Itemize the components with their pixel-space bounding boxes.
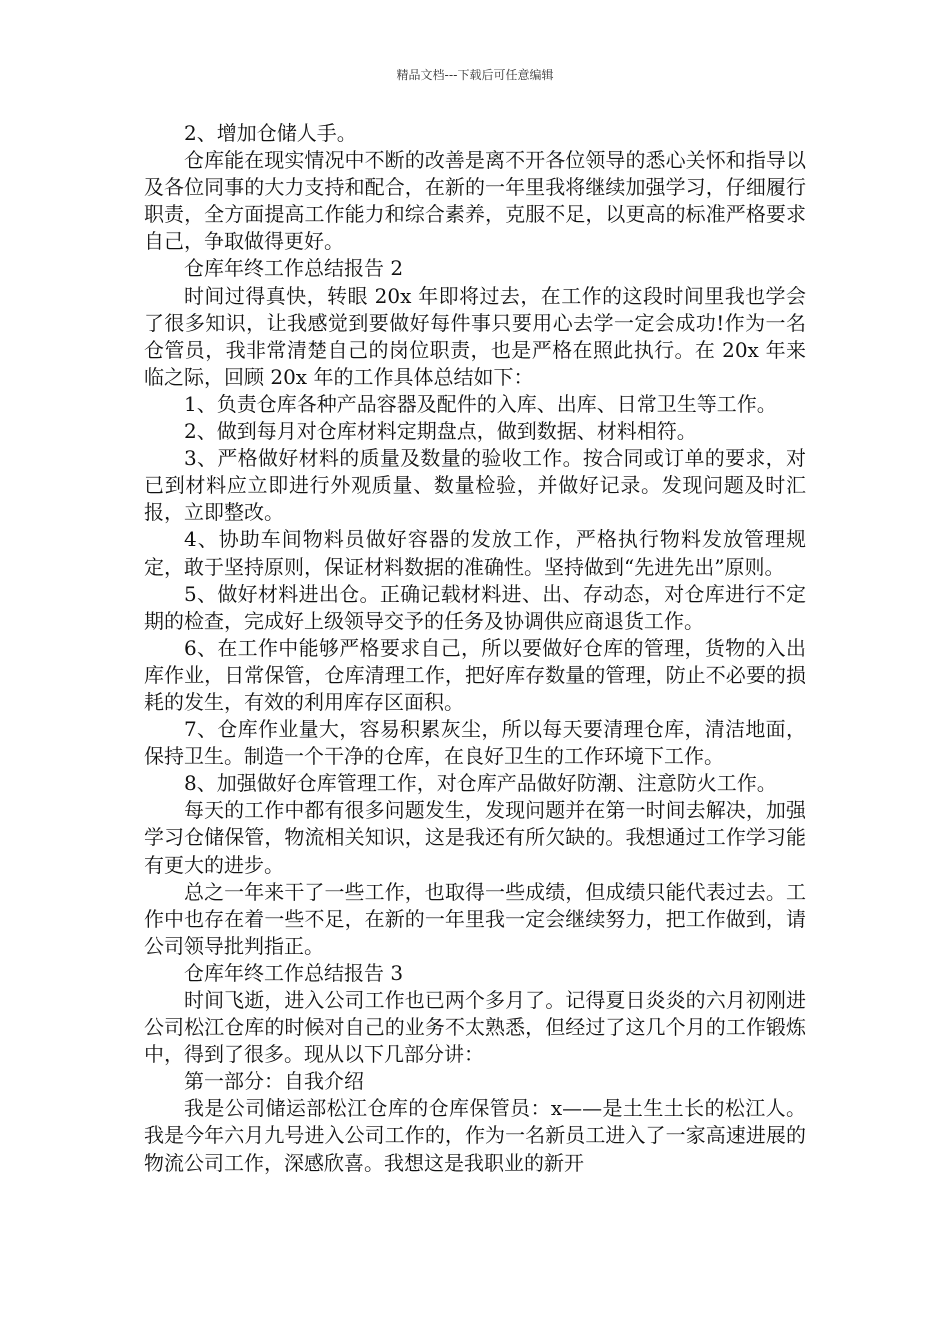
- page-header: 精品文档---下载后可任意编辑: [396, 68, 554, 82]
- list-item: 8、加强做好仓库管理工作，对仓库产品做好防潮、注意防火工作。: [184, 771, 777, 796]
- paragraph: 时间飞逝，进入公司工作也已两个多月了。记得夏日炎炎的六月初刚进公司松江仓库的时候对自己的业务不太熟悉，但经过了这几个月的工作锻炼中，得到了很多。现从以下几部分讲：: [144, 988, 806, 1067]
- document-body: [144, 120, 806, 1177]
- paragraph: 仓库能在现实情况中不断的改善是离不开各位领导的悉心关怀和指导以及各位同事的大力支持和配合，在新的一年里我将继续加强学习，仔细履行职责，全方面提高工作能力和综合素养，克服不足，以更高的标准严格要求自己，争取做得更好。: [144, 148, 806, 254]
- paragraph: 2、增加仓储人手。: [184, 121, 357, 145]
- list-item: 5、做好材料进出仓。正确记载材料进、出、存动态，对仓库进行不定期的检查，完成好上级领导交予的任务及协调供应商退货工作。: [144, 581, 806, 633]
- list-item: 6、在工作中能够严格要求自己，所以要做好仓库的管理，货物的入出库作业，日常保管，仓库清理工作，把好库存数量的管理，防止不必要的损耗的发生，有效的利用库存区面积。: [144, 635, 806, 714]
- paragraph: 时间过得真快，转眼 20x 年即将过去，在工作的这段时间里我也学会了很多知识，让我感觉到要做好每件事只要用心去学一定会成功!作为一名仓管员，我非常清楚自己的岗位职责，也是严格在照此执行。在 20x 年来临之际，回顾 20x 年的工作具体总结如下：: [144, 283, 806, 389]
- list-item: 1、负责仓库各种产品容器及配件的入库、出库、日常卫生等工作。: [184, 391, 777, 416]
- list-item: 4、协助车间物料员做好容器的发放工作，严格执行物料发放管理规定，敢于坚持原则，保证材料数据的准确性。坚持做到“先进先出”原则。: [144, 527, 806, 579]
- paragraph: 我是公司储运部松江仓库的仓库保管员：x——是土生土长的松江人。我是今年六月九号进入公司工作的，作为一名新员工进入了一家高速进展的物流公司工作，深感欣喜。我想这是我职业的新开: [144, 1096, 806, 1175]
- section-heading: 仓库年终工作总结报告 3: [184, 960, 404, 985]
- list-item: 3、严格做好材料的质量及数量的验收工作。按合同或订单的要求，对已到材料应立即进行外观质量、数量检验，并做好记录。发现问题及时汇报，立即整改。: [144, 446, 806, 525]
- list-item: 7、仓库作业量大，容易积累灰尘，所以每天要清理仓库，清洁地面，保持卫生。制造一个干净的仓库，在良好卫生的工作环境下工作。: [144, 717, 806, 769]
- subsection-heading: 第一部分：自我介绍: [184, 1069, 364, 1094]
- list-item: 2、做到每月对仓库材料定期盘点，做到数据、材料相符。: [184, 419, 697, 444]
- section-heading: 仓库年终工作总结报告 2: [184, 256, 404, 281]
- paragraph: 每天的工作中都有很多问题发生，发现问题并在第一时间去解决，加强学习仓储保管，物流相关知识，这是我还有所欠缺的。我想通过工作学习能有更大的进步。: [144, 798, 806, 877]
- paragraph: 总之一年来干了一些工作，也取得一些成绩，但成绩只能代表过去。工作中也存在着一些不足，在新的一年里我一定会继续努力，把工作做到，请公司领导批判指正。: [144, 879, 806, 958]
